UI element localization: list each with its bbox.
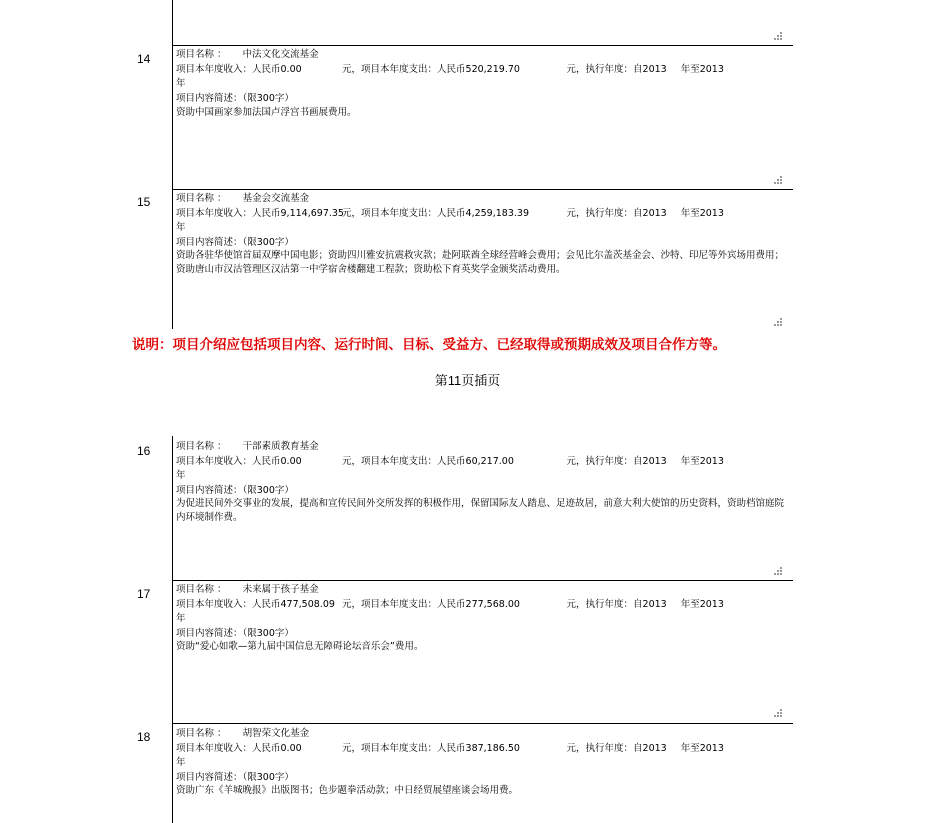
name-label: 项目名称 ： [176,441,227,452]
finance-line [176,454,724,469]
project-number: 17 [137,587,151,601]
income-label: 项目本年度收入： [176,743,253,754]
project-name: 未来属于孩子基金 [242,584,319,595]
income-value: 人民币477,508.09 [252,599,335,610]
name-label: 项目名称 ： [176,193,227,204]
project-number: 18 [137,730,151,744]
name-label: 项目名称 ： [176,49,227,60]
project-number: 15 [137,195,151,209]
exec-label: 元，执行年度：自2013 [566,743,667,754]
income-label: 项目本年度收入： [176,599,253,610]
finance-line [176,206,724,221]
exec-label: 元，执行年度：自2013 [566,208,667,219]
project-name-line [176,726,309,741]
exec-to: 年至2013 [680,599,724,610]
content-label: 项目内容简述：（限300字） [176,93,294,104]
exec-label: 元，执行年度：自2013 [566,456,667,467]
expense-label: 元，项目本年度支出：人民币 [342,456,466,467]
income-label: 项目本年度收入： [176,64,253,75]
income-value: 人民币9,114,697.35 [252,208,344,219]
expense-label: 元，项目本年度支出：人民币 [342,64,466,75]
table-left-border-bottom [172,436,173,823]
project-name: 基金会交流基金 [242,193,310,204]
project-name: 干部素质教育基金 [242,441,319,452]
project-description: 资助各驻华使馆首届双摩中国电影；资助四川雅安抗震救灾款；赴阿联酋全球经营峰会费用；会见比尔盖茨基金会、沙特、印尼等外宾场用费用；资助唐山市汉沽管理区汉沽第一中学宿舍楼翻建工程款；资助松下育英奖学金颁奖活动费用。 [176,250,785,275]
income-label: 项目本年度收入： [176,208,253,219]
resize-grip-icon [772,567,782,577]
name-label: 项目名称 ： [176,584,227,595]
project-number: 16 [137,444,151,458]
exec-label: 元，执行年度：自2013 [566,64,667,75]
income-value: 人民币0.00 [252,743,302,754]
resize-grip-icon [772,709,782,719]
insert-page-title: 第11页插页 [434,373,501,388]
finance-line [176,741,724,756]
year-tail: 年 [176,470,186,481]
project-name-line [176,47,319,62]
year-tail: 年 [176,222,186,233]
content-label: 项目内容简述：（限300字） [176,485,294,496]
expense-label: 元，项目本年度支出：人民币 [342,208,466,219]
project-name: 中法文化交流基金 [242,49,319,60]
year-tail: 年 [176,78,186,89]
project-description: 资助中国画家参加法国卢浮宫书画展费用。 [176,107,357,118]
table-left-border-top [172,0,173,329]
income-value: 人民币0.00 [252,456,302,467]
content-label: 项目内容简述：（限300字） [176,237,294,248]
project-description: 资助“爱心如歌—第九届中国信息无障碍论坛音乐会”费用。 [176,641,424,652]
project-name-line [176,191,309,206]
expense-value: 387,186.50 [465,743,520,754]
exec-to: 年至2013 [680,64,724,75]
row-divider [172,580,793,581]
row-divider [172,189,793,190]
name-label: 项目名称 ： [176,728,227,739]
expense-value: 277,568.00 [465,599,520,610]
exec-to: 年至2013 [680,456,724,467]
expense-value: 520,219.70 [465,64,520,75]
year-tail: 年 [176,613,186,624]
instruction-note: 说明：项目介绍应包括项目内容、运行时间、目标、受益方、已经取得或预期成效及项目合作方等。 [132,337,726,353]
project-description: 资助广东《羊城晚报》出版图书；色步题拳活动款；中日经贸展望座谈会场用费。 [176,785,519,796]
expense-value: 4,259,183.39 [465,208,529,219]
project-number: 14 [137,52,151,66]
project-name: 胡智荣文化基金 [242,728,310,739]
project-name-line [176,439,319,454]
exec-label: 元，执行年度：自2013 [566,599,667,610]
expense-value: 60,217.00 [465,456,514,467]
row-divider [172,723,793,724]
resize-grip-icon [772,176,782,186]
exec-to: 年至2013 [680,743,724,754]
content-label: 项目内容简述：（限300字） [176,772,294,783]
resize-grip-icon [772,32,782,42]
expense-label: 元，项目本年度支出：人民币 [342,599,466,610]
finance-line [176,597,724,612]
content-label: 项目内容简述：（限300字） [176,628,294,639]
income-label: 项目本年度收入： [176,456,253,467]
expense-label: 元，项目本年度支出：人民币 [342,743,466,754]
finance-line [176,62,724,77]
row-divider [172,45,793,46]
resize-grip-icon [772,318,782,328]
project-name-line [176,582,319,597]
income-value: 人民币0.00 [252,64,302,75]
year-tail: 年 [176,757,186,768]
exec-to: 年至2013 [680,208,724,219]
project-description: 为促进民间外交事业的发展，提高和宣传民间外交所发挥的积极作用，保留国际友人踏息、足迹故居，前意大利大使馆的历史资料，资助档馆庭院内环境制作费。 [176,498,785,523]
